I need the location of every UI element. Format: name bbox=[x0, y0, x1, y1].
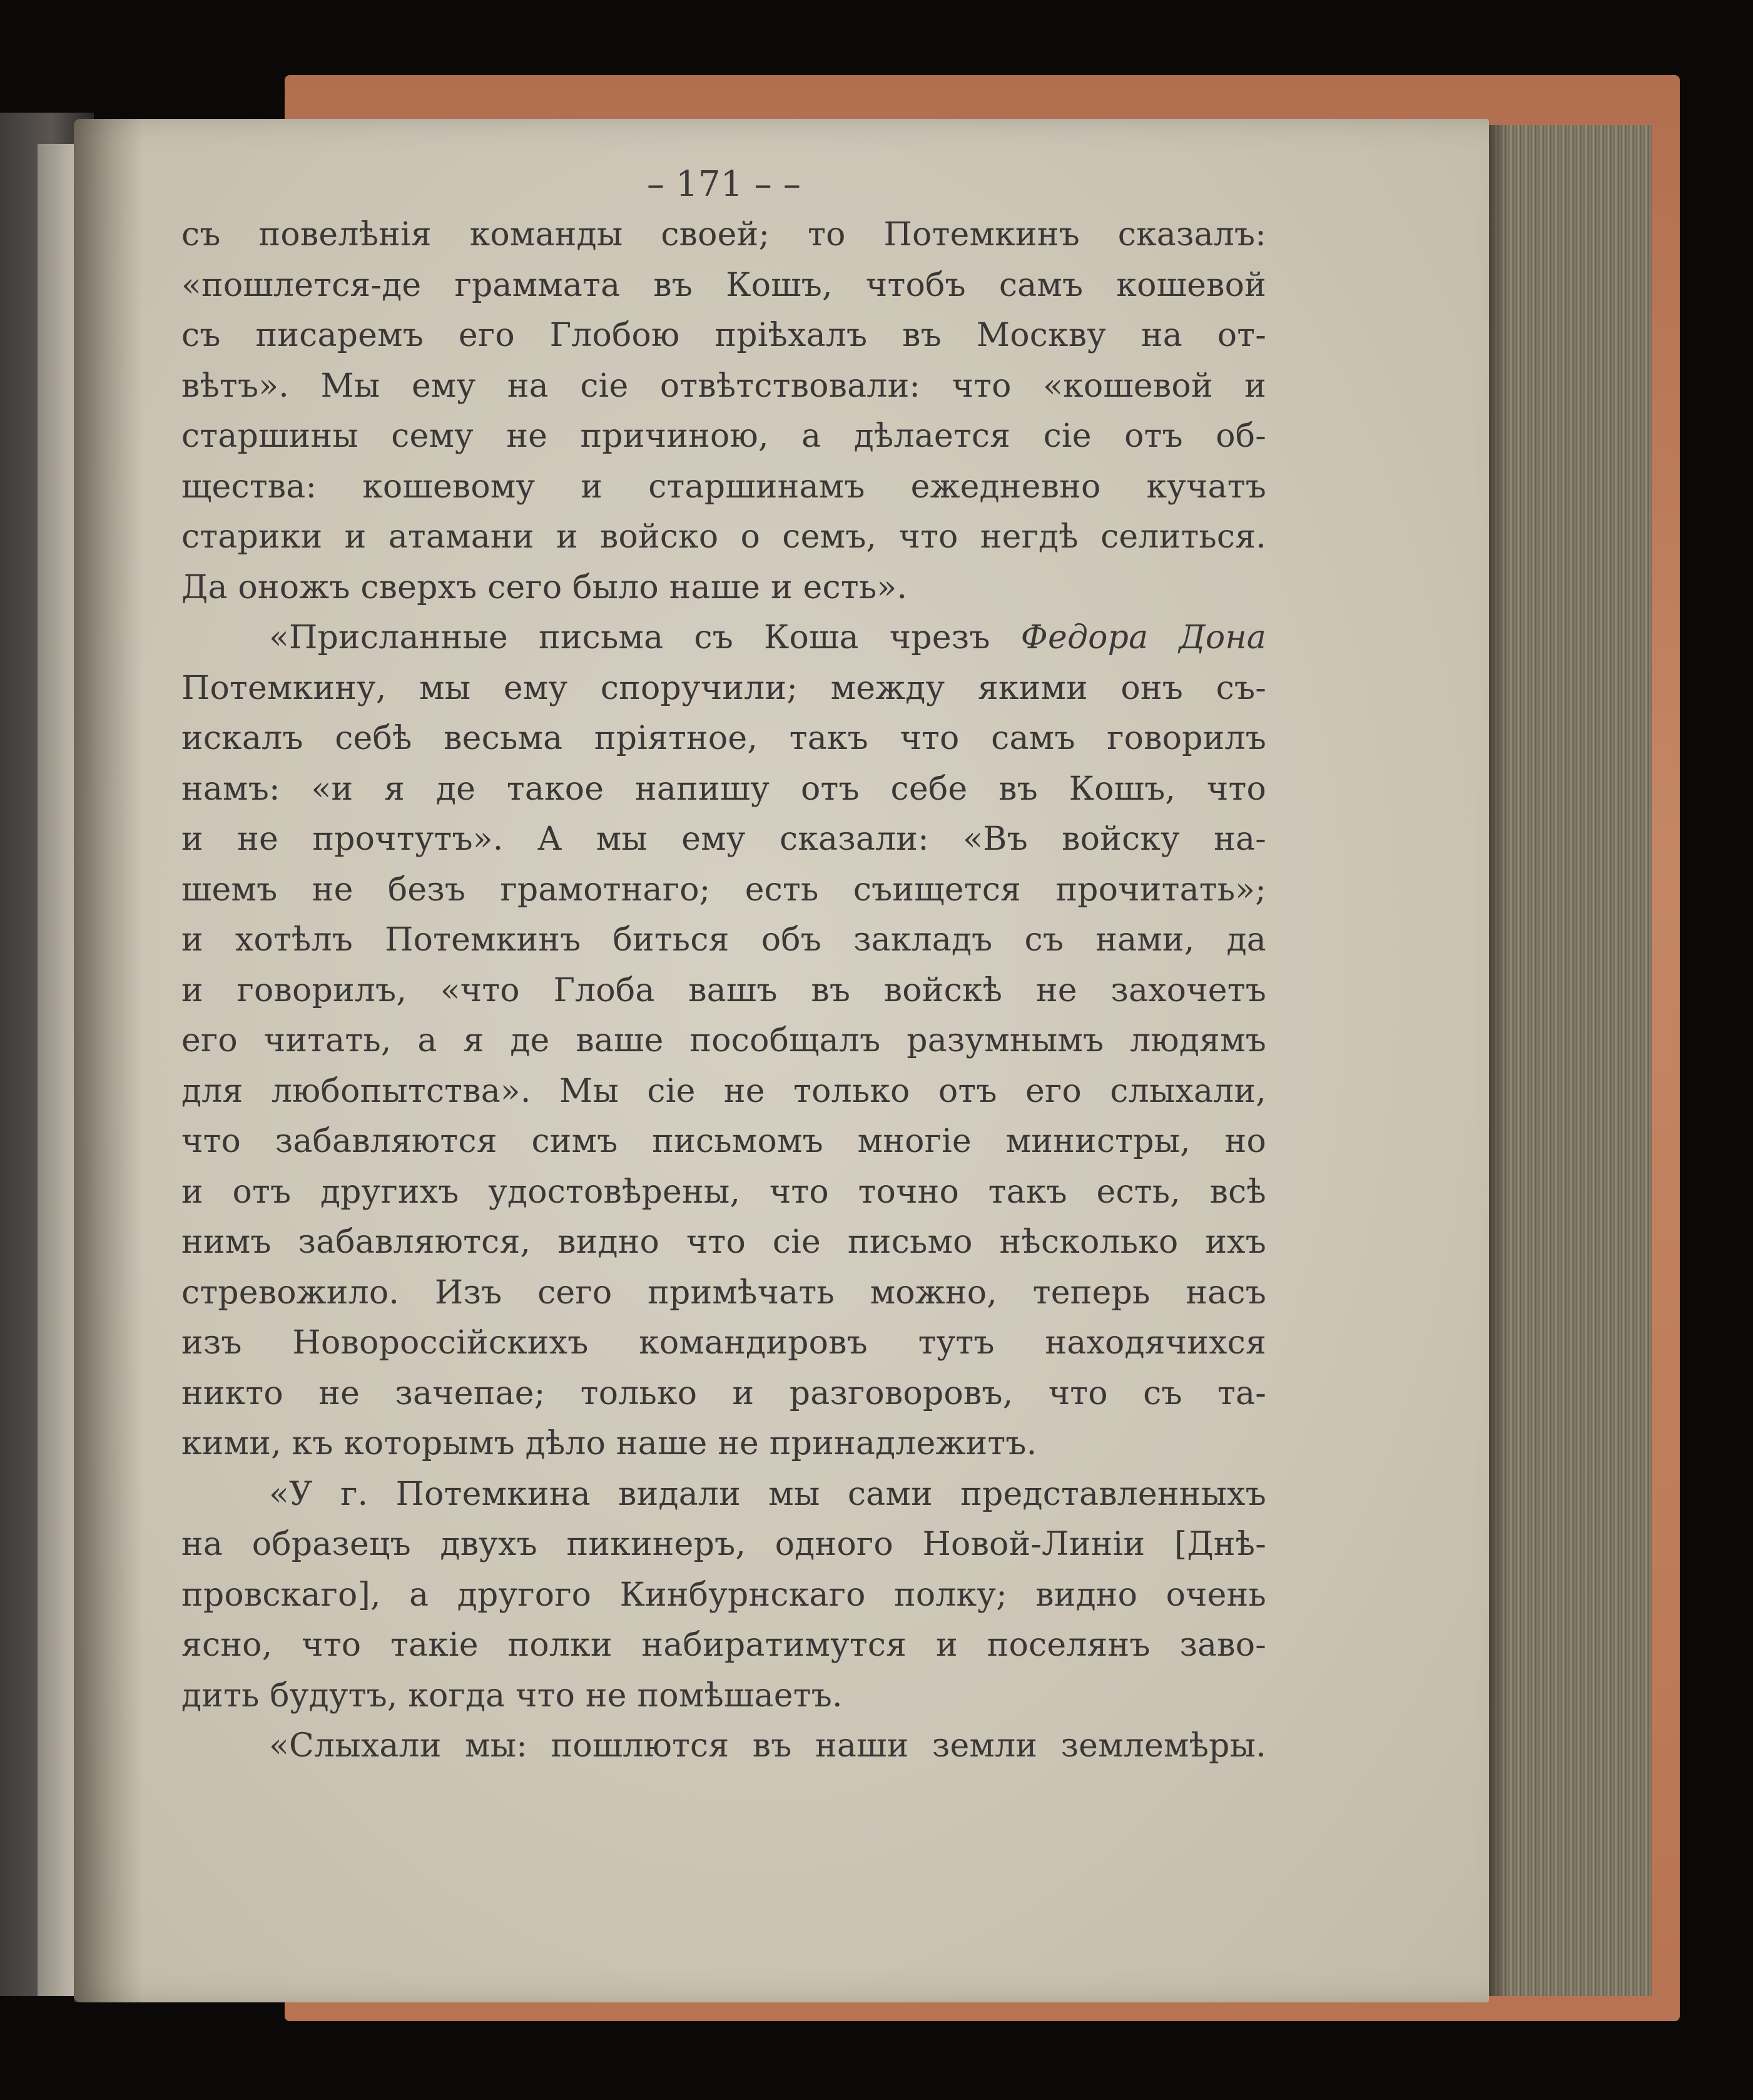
text-line: провскаго], а другого Кинбурнскаго полку; видно очень bbox=[181, 1576, 1266, 1614]
text-line: Потемкину, мы ему споручили; между якими онъ съ- bbox=[181, 669, 1266, 707]
text-line: для любопытства». Мы сіе не только отъ его слыхали, bbox=[181, 1072, 1266, 1110]
text-line: дить будутъ, когда что не помѣшаетъ. bbox=[181, 1676, 843, 1715]
text-line: «У г. Потемкина видали мы сами представленныхъ bbox=[269, 1475, 1266, 1513]
text-line: «пошлется-де граммата въ Кошъ, чтобъ самъ кошевой bbox=[181, 266, 1266, 304]
text-line: и не прочтутъ». А мы ему сказали: «Въ войску на- bbox=[181, 820, 1266, 858]
text-line: старшины сему не причиною, а дѣлается сіе отъ об- bbox=[181, 417, 1266, 455]
text-line: его читать, а я де ваше пособщалъ разумнымъ людямъ bbox=[181, 1022, 1266, 1059]
text-line-with-name bbox=[181, 613, 1266, 663]
page-text bbox=[181, 160, 1266, 1771]
text-line: и хотѣлъ Потемкинъ биться объ закладъ съ нами, да bbox=[181, 921, 1266, 959]
page-number: – 171 – – bbox=[646, 164, 801, 205]
text-line: на образецъ двухъ пикинеръ, одного Новой-Линіи [Днѣ- bbox=[181, 1526, 1266, 1563]
text-line: и говорилъ, «что Глоба вашъ въ войскѣ не захочетъ bbox=[181, 971, 1266, 1009]
text-line: съ повелѣнія команды своей; то Потемкинъ сказалъ: bbox=[181, 216, 1266, 253]
text-fragment: «Присланные письма съ Коша чрезъ bbox=[269, 619, 990, 656]
text-line: изъ Новороссійскихъ командировъ тутъ находячихся bbox=[181, 1324, 1266, 1362]
text-line: кими, къ которымъ дѣло наше не принадлежитъ. bbox=[181, 1425, 1037, 1462]
text-line: «Слыхали мы: пошлются въ наши земли землемѣры. bbox=[269, 1727, 1266, 1765]
text-line: Да оножъ сверхъ сего было наше и есть». bbox=[181, 568, 908, 606]
text-line: стревожило. Изъ сего примѣчать можно, теперь насъ bbox=[181, 1273, 1266, 1312]
text-line: и отъ другихъ удостовѣрены, что точно такъ есть, всѣ bbox=[181, 1173, 1266, 1211]
text-line: вѣтъ». Мы ему на сіе отвѣтствовали: что «кошевой и bbox=[181, 367, 1266, 405]
text-line: щества: кошевому и старшинамъ ежедневно кучатъ bbox=[181, 467, 1266, 506]
italic-name: Федора Дона bbox=[1020, 619, 1266, 656]
text-line: ясно, что такіе полки набиратимутся и поселянъ заво- bbox=[181, 1626, 1266, 1664]
text-line: никто не зачепае; только и разговоровъ, что съ та- bbox=[181, 1374, 1266, 1412]
text-line: что забавляются симъ письмомъ многіе министры, но bbox=[181, 1123, 1266, 1160]
text-line: искалъ себѣ весьма пріятное, такъ что самъ говорилъ bbox=[181, 720, 1266, 757]
text-line: съ писаремъ его Глобою пріѣхалъ въ Москву на от- bbox=[181, 317, 1266, 354]
text-line: намъ: «и я де такое напишу отъ себе въ Кошъ, что bbox=[181, 770, 1266, 808]
text-line: шемъ не безъ грамотнаго; есть съищется прочитать»; bbox=[181, 870, 1266, 909]
page-block-edges bbox=[1483, 125, 1652, 1996]
text-line: нимъ забавляются, видно что сіе письмо нѣсколько ихъ bbox=[181, 1223, 1266, 1261]
text-line: старики и атамани и войско о семъ, что негдѣ селиться. bbox=[181, 518, 1266, 556]
gutter-shadow bbox=[74, 119, 143, 2002]
